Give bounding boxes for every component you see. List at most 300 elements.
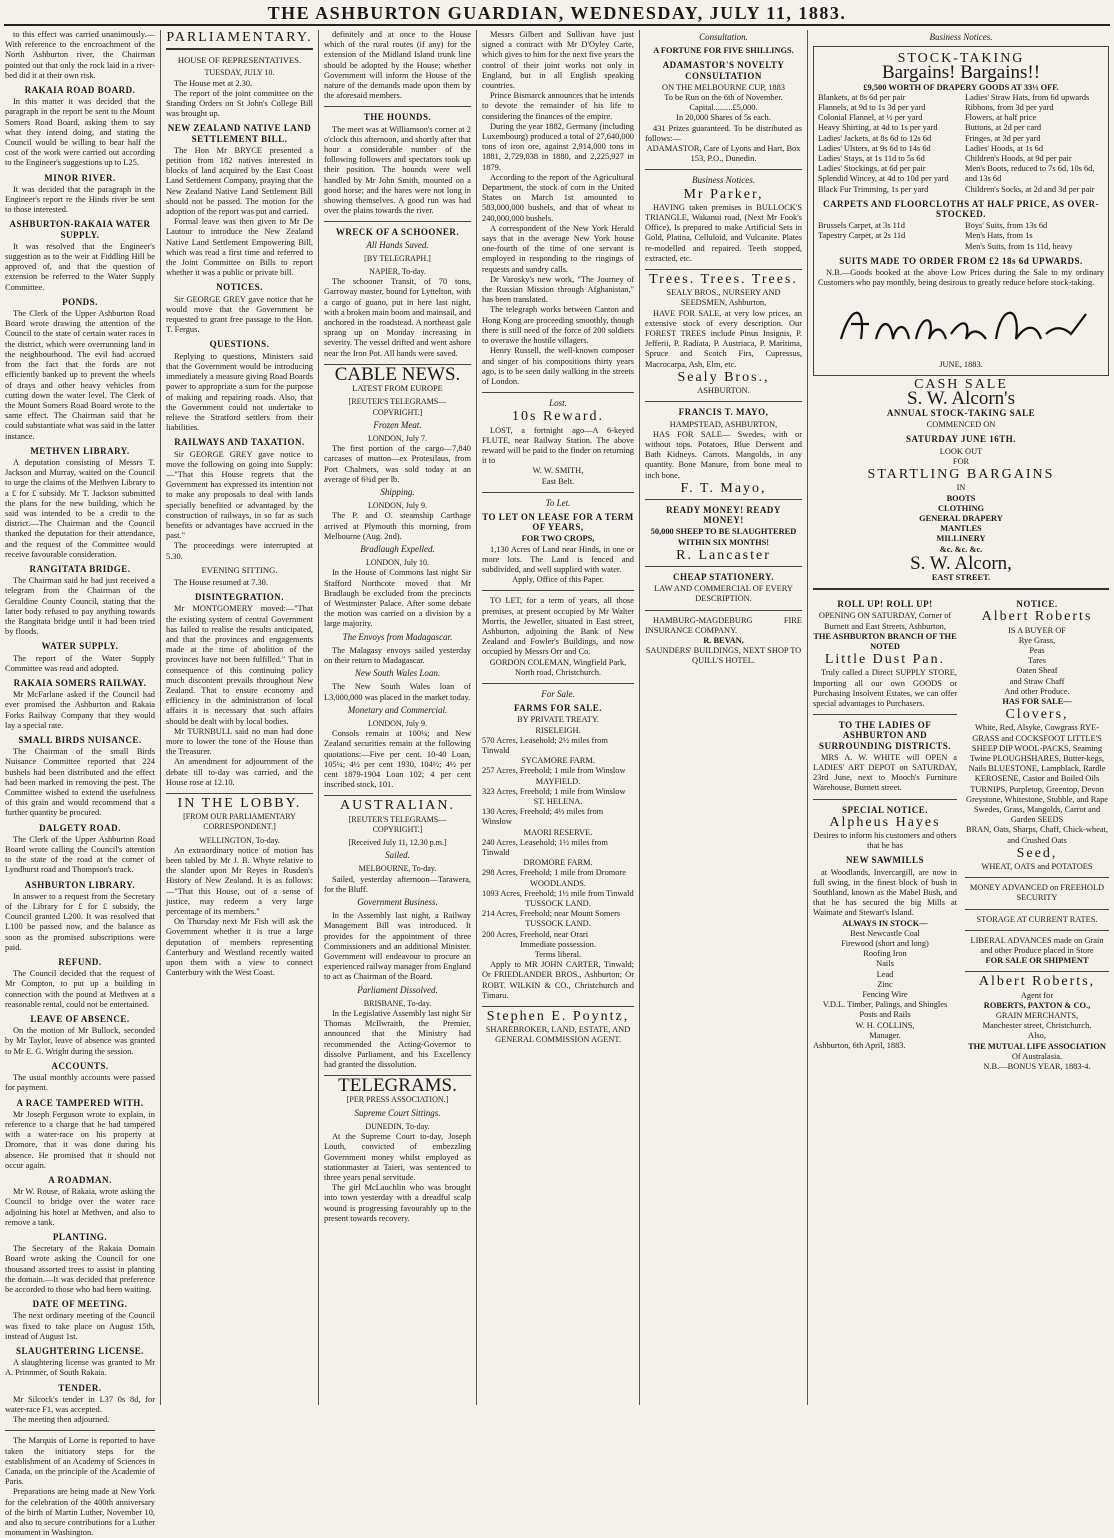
subheading: HOUSE OF REPRESENTATIVES. (177, 55, 302, 66)
ad-text: TO LET, for a term of years, all those premises, at present occupied by Mr Walter Morris, the Jeweller, situated in East street, Ashburton, adjoining the Bank of New Zealand and Fowler's Buildings, and now occupied by Messrs Orr and Co. (482, 596, 634, 657)
subheading: Parliament Dissolved. (357, 984, 438, 995)
section-heading: TENDER. (58, 1382, 102, 1393)
section-heading: REFUND. (58, 957, 102, 968)
section-heading: WRECK OF A SCHOONER. (335, 227, 460, 238)
article-text: The House resumed at 7.30. (174, 577, 268, 587)
ad-title: CHEAP STATIONERY. (672, 571, 775, 582)
price-item: Tapestry Carpet, at 2s 11d (818, 231, 906, 241)
price-item: Children's Socks, at 2d and 3d per pair (965, 184, 1095, 194)
ad-text: Of Australasia. (1011, 1051, 1063, 1061)
article-text: Preparations are being made at New York for the celebration of the 400th anniversary of the birth of Martin Luther, November 10, and also to secure contributions for a Luther monument in Washington. (5, 1487, 155, 1538)
article-text: During the year 1882, Germany (including Luxembourg) produced a total of 27,640,000 tons of iron ore, against 2,914,000 tons in 1881, 2,729,038 in 1880, and 2,225,927 in 1879. (482, 121, 634, 172)
price-item: Splendid Wincey, at 4d to 10d per yard (818, 174, 949, 184)
section-heading: PLANTING. (52, 1231, 108, 1242)
stock-item: Best Newcastle Coal (850, 928, 920, 938)
article-text: The usual monthly accounts were passed for payment. (5, 1073, 155, 1093)
ad-text: Swedes, Grass, Mangolds, Carrot and Garden SEEDS (973, 804, 1101, 825)
subheading: EVENING SITTING. (201, 564, 278, 575)
article-text: The Clerk of the Upper Ashburton Road Board wrote drawing the attention of the Council to the state of certain water races in the district, which were overrunning land in the neighbourhood. The evil had accrued from the fact that the fords are not efficiently banked up to prevent the wheels of drays and other heavy vehicles from cutting down the water level. The Clerk of the Mount Somers Road Board wrote to the same effect. The Chairman said that he could substantiate what was said in the latter instance. (5, 309, 155, 441)
article-text: According to the report of the Agricultural Department, the stock of corn in the United States on March 1st amounted to 583,000,000 bushels, and that of wheat to 240,000,000 bushels. (482, 172, 634, 223)
article-text: The P. and O. steamship Carthage arrived at Plymouth this morning, from Melbourne (Aug. 2nd). (324, 511, 471, 541)
ad-subtitle: HAS FOR SALE— (1002, 696, 1072, 706)
divider (324, 795, 471, 796)
ad-text: 1,130 Acres of Land near Hinds, in one or more lots. The Land is fenced and subdivided, and well supplied with water. (482, 544, 634, 574)
section-heading: RAKAIA SOMERS RAILWAY. (13, 677, 147, 688)
article-text: The girl McLauchlin who was brought into town yesterday with a dreadful scalp wound is progressing favourably up to the present towards recovery. (324, 1183, 471, 1223)
article-text: The House met at 2.30. (174, 78, 253, 88)
column-2 (160, 30, 318, 1405)
section-title: CABLE NEWS. (334, 363, 461, 385)
ad-subtitle: SEALY BROS., NURSERY AND SEEDSMEN, Ashburton, (666, 288, 781, 308)
article-text: Sailed, yesterday afternoon—Tarawera, for the Bluff. (324, 874, 471, 894)
ad-headline: Bargains! Bargains!! (881, 62, 1041, 84)
stock-taking-ad (813, 46, 1109, 375)
ad-title: Trees. Trees. Trees. (649, 272, 798, 288)
article-text: The Secretary of the Rakaia Domain Board wrote asking the Council for one thousand assorted trees to assist in planting the domain.—It was decided that preference be accorded to those who had been waiting. (5, 1244, 155, 1294)
ad-text: FOR (952, 456, 970, 466)
ad-text: HAS FOR SALE— Swedes, with or without tops. Potatoes, Blue Derwent and Bath Kidneys. Carrots. Mangolds, in any quantity. Bone Manure, from bone meal to inch bone. (645, 429, 802, 480)
ad-text: Agent for (1020, 990, 1054, 1000)
ad-title: 10s Reward. (512, 409, 604, 425)
price-item: Flowers, at half price (965, 113, 1037, 123)
ad-date: Ashburton, 6th April, 1883. (813, 1041, 906, 1051)
masthead-rule (4, 24, 1110, 26)
dateline: LONDON, July 9. (367, 501, 428, 511)
stock-item: Fencing Wire (862, 990, 908, 1000)
newspaper-title: THE ASHBURTON GUARDIAN, WEDNESDAY, JULY 11, 1883. (267, 3, 847, 23)
ad-subtitle: GRAIN MERCHANTS, (995, 1011, 1079, 1021)
ad-text: HAVING taken premises in BULLOCK'S TRIANGLE, Wakanui road, (Next Mr Fook's Office), Is prepared to make Artificial Sets in Gold, Platina, Celluloid, and Vulcanite. Plates re-modelled and repaired. Teeth stopped, extracted, etc. (645, 202, 802, 263)
ad-subtitle: ANNUAL STOCK-TAKING SALE (886, 408, 1036, 419)
ad-address: Manchester street, Christchurch. (982, 1021, 1092, 1031)
ad-headline: STARTLING BARGAINS (867, 467, 1055, 483)
ad-text: 431 Prizes guaranteed. To be distributed as follows:— (645, 123, 802, 143)
ad-title: A FORTUNE FOR FIVE SHILLINGS. (653, 46, 794, 56)
produce-item: Peas (1029, 645, 1045, 655)
article-text: In the Assembly last night, a Railway Management Bill was introduced. It provides for the appointment of three Commissioners and an additional Minister. Government will endeavour to procure an experienced railway manager from England to act as Chairman of the Board. (324, 911, 471, 982)
price-item: Men's Hats, from 1s (965, 231, 1033, 241)
ad-title: Stephen E. Poyntz, (486, 1009, 630, 1025)
roberts-items (965, 636, 1109, 697)
ad-title: TO THE LADIES OF ASHBURTON AND SURROUNDING DISTRICTS. (818, 720, 952, 751)
article-text: The Chairman of the small Birds Nuisance Committee reported that 224 bushels had been distributed and the effect had been marked in removing the pest. The Committee wished to extend the usefulness of this grain and would recommend that a further quantity be procured. (5, 747, 155, 818)
ad-subtitle: SHAREBROKER, LAND, ESTATE, AND GENERAL COMMISSION AGENT. (485, 1025, 631, 1045)
ad-subtitle: THE ASHBURTON BRANCH OF THE NOTED (813, 631, 957, 651)
section-heading: ASHBURTON LIBRARY. (24, 879, 136, 890)
ad-text: White, Red, Alsyke, Cowgrass RYE-GRASS and COCKSFOOT LITTLE'S SHEEP DIP WOOL-PACKS, Seaming Twine PLOUGHSHARES, Butter-kegs, Nails BLUESTONE, Lampblack, Rardle KEROSENE, Castor and Boiled Oils (968, 723, 1106, 784)
price-item: Children's Hoods, at 9d per pair (965, 154, 1072, 164)
stock-item: Firewood (short and long) (841, 939, 929, 949)
subheading: Shipping. (380, 486, 415, 497)
ad-text: LIBERAL ADVANCES made on Grain and other Produce placed in Store (970, 935, 1104, 956)
ad-category: For Sale. (541, 688, 575, 699)
produce-item: Rye Grass, (1018, 635, 1056, 645)
ad-address: SAUNDERS' BUILDINGS, NEXT SHOP TO QUILL'S HOTEL. (645, 646, 802, 666)
section-heading: DATE OF MEETING. (32, 1299, 128, 1310)
ad-headline: Little Dust Pan. (824, 652, 946, 668)
ad-contact: Apply to MR JOHN CARTER, Tinwald; Or FRIEDLANDER BROS., Ashburton; Or ROBT. WILKIN & CO., Christchurch and Timaru. (482, 960, 634, 1000)
ad-date: SATURDAY JUNE 16TH. (906, 434, 1016, 445)
farm-detail: 298 Acres, Freehold; 1 mile from Dromore (482, 868, 626, 878)
product-category: GENERAL DRAPERY (919, 513, 1003, 523)
article-text: In the House of Commons last night Sir Stafford Northcote moved that Mr Bradlaugh be excluded from the precincts of Westminster Palace. After some debate the motion was carried on a division by a large majority. (324, 568, 471, 629)
farm-detail: 1093 Acres, Freehold; 1½ mile from Tinwald (482, 888, 634, 898)
article-text: On Thursday next Mr Fish will ask the Government whether it is true a large deputation of members representing Canterbury and Westland recently waited upon them with a view to connect Canterbury with the West Coast. (166, 917, 313, 978)
ad-subtitle: CARPETS AND FLOORCLOTHS AT HALF PRICE, AS OVER-STOCKED. (823, 198, 1099, 220)
divider (645, 269, 802, 270)
article-text: The telegraph works between Canton and Hong Kong are proceeding smoothly, though there is still need of the force of 200 soldiers to overawe the hostile villagers. (482, 305, 634, 346)
product-category: &c. &c. &c. (939, 544, 983, 554)
farm-name: TUSSOCK LAND. (525, 899, 591, 909)
price-item: Brussels Carpet, at 3s 11d (818, 221, 905, 231)
dateline: WELLINGTON, To-day. (199, 835, 280, 845)
ad-text: IN (956, 483, 966, 493)
section-heading: NOTICES. (216, 282, 263, 293)
article-text: to this effect was carried unanimously.—With reference to the encroachment of the North Ashburton river, the Chairman pointed out that only the rock laid in a river-bed did it at their own risk. (5, 30, 155, 80)
divider (324, 221, 471, 222)
divider (813, 588, 1109, 590)
ad-subtitle: LAW AND COMMERCIAL OF EVERY DESCRIPTION. (654, 584, 793, 604)
divider (965, 909, 1109, 910)
ad-text: MRS A. W. WHITE will OPEN a LADIES' ART DEPOT on SATURDAY, 23rd June, next to Mooch's Furniture Warehouse, Burnett street. (813, 752, 957, 793)
article-text: It was decided that the paragraph in the Engineer's report re the Hinds river be sent to those interested. (5, 184, 155, 215)
section-title: PARLIAMENTARY. (166, 30, 313, 45)
column-3 (318, 30, 476, 1405)
divider (645, 566, 802, 567)
article-text: The first portion of the cargo—7,840 carcases of mutton—ex Protesilaus, from Port Chalmers, was sold today at an average of 6¾d per lb. (324, 444, 471, 484)
divider (482, 683, 634, 684)
ad-name: FRANCIS T. MAYO, (678, 407, 769, 418)
farm-name: WOODLANDS. (529, 878, 587, 888)
article-text: The report of the joint committee on the Standing Orders on St John's College Bill was brought up. (166, 88, 313, 119)
article-text: It was resolved that the Engineer's suggestion as to the weir at Fiddling Hill be approved of, and that the question of extension be referred to the Water Supply Committee. (5, 241, 155, 292)
suits-list (965, 221, 1104, 252)
section-title: AUSTRALIAN. (340, 798, 455, 814)
divider (813, 799, 957, 800)
subheading: Supreme Court Sittings. (354, 1107, 441, 1118)
bottom-ads (813, 595, 1109, 1072)
dateline: DUNEDIN, To-day. (365, 1121, 430, 1131)
section-heading: DALGETY ROAD. (39, 822, 121, 833)
article-text: An amendment for adjournment of the debate till to-day was carried, and the House rose at 12.10. (166, 757, 313, 787)
section-heading: METHVEN LIBRARY. (30, 445, 130, 456)
tag-line: [BY TELEGRAPH.] (364, 253, 431, 263)
column-6 (807, 30, 1114, 1405)
ad-text: Capital.........£5,000. (689, 103, 758, 113)
article-text: The Marquis of Lorne is reported to have taken the initiatory steps for the establishment of an Academy of Sciences in Canada, on the principle of the Academie of Paris. (5, 1436, 155, 1487)
article-text: The report of the Water Supply Committee was read and adopted. (5, 653, 155, 673)
ad-title: NOTICE. (1016, 599, 1058, 610)
ad-headline: Albert Roberts, (978, 974, 1096, 990)
divider (965, 930, 1109, 931)
ad-subtitle: BY PRIVATE TREATY. (517, 715, 599, 725)
divider (482, 392, 634, 393)
ad-address: East Belt. (541, 476, 575, 486)
section-heading: PONDS. (62, 296, 98, 307)
article-text: The next ordinary meeting of the Council was fixed to take place on August 15th, instead of August 1st. (5, 1311, 155, 1341)
byline: [FROM OUR PARLIAMENTARY CORRESPONDENT.] (183, 812, 296, 832)
divider (482, 492, 634, 493)
ad-text: at Woodlands, Invercargill, are now in full swing, in the finest block of bush in Southland, known as the Mabel Bush, and that he has secured the big Mills at Waimate and Stewart's Island. (813, 867, 957, 918)
ad-text: Desires to inform his customers and others that he has (813, 830, 957, 851)
divider (5, 1430, 155, 1431)
ad-text: TURNIPS, Purpletop, Greentop, Devon Greystone, Whitestone, Stubble, and Rape (966, 784, 1108, 804)
price-list-left (818, 93, 957, 195)
price-item: Colonial Flannel, at ½ per yard (818, 113, 923, 123)
tag-line: [REUTER'S TELEGRAMS—COPYRIGHT.] (348, 814, 447, 834)
article-text: The Malagasy envoys sailed yesterday on their return to Madagascar. (324, 645, 471, 665)
article-text: The proceedings were interrupted at 5.30. (166, 541, 313, 561)
ad-headline: Alpheus Hayes (829, 814, 941, 830)
article-text: A slaughtering license was granted to Mr A. Prinnmer, of South Rakaia. (5, 1358, 155, 1378)
subheading: New South Wales Loan. (354, 668, 441, 679)
price-item: Boys' Suits, from 13s 6d (965, 221, 1048, 231)
ad-subtitle: NEW SAWMILLS (845, 855, 925, 866)
divider (645, 499, 802, 500)
ad-headline: Albert Roberts (981, 609, 1093, 625)
ad-text: MONEY ADVANCED on FREEHOLD SECURITY (969, 883, 1105, 903)
tag-line: [Received July 11, 12.30 p.m.] (348, 838, 447, 848)
divider (166, 48, 313, 50)
price-item: Ladies' Straw Hats, from 6d upwards (965, 92, 1090, 102)
ad-subtitle: ROBERTS, PAXTON & CO., (983, 1000, 1091, 1010)
ad-title: ROLL UP! ROLL UP! (837, 599, 933, 610)
divider (645, 610, 802, 611)
price-item: Men's Suits, from 1s 11d, heavy (965, 241, 1073, 251)
article-text: Mr W. Rouse, of Rakaia, wrote asking the Council to bridge over the water race adjoining his hotel at Methven, and also to remove a tank. (5, 1187, 155, 1227)
section-heading: DISINTEGRATION. (194, 592, 285, 603)
article-text: The Hon Mr BRYCE presented a petition from 182 natives interested in blocks of land acquired by the East Coast Land Settlement Company, praying that the New Zealand Native Land Settlement Bill should not be passed. The motion for the adoption of the report was put and carried. (166, 145, 313, 217)
farm-detail: 240 Acres, Leasehold; 1½ miles from Tinwald (482, 837, 608, 858)
article-text: In this matter it was decided that the paragraph in the report be sent to the Mount Somers Road Board, asking them to say what they intend doing, and stating the Council would be willing to bear half the cost of the work were carried out according to the Engineer's suggestions up to L25. (5, 97, 155, 168)
subheading: The Envoys from Madagascar. (342, 631, 453, 642)
article-text: Sir GEORGE GREY gave notice to move the following on going into Supply:—"That this House regrets that the Government has expressed its intention not to make any proposals to deal with lands specially benefited or advantaged by the construction of railways, in so far as such benefits or advantages have accrued in the past." (166, 449, 313, 541)
divider (965, 971, 1109, 972)
section-heading: RAKAIA ROAD BOARD. (24, 85, 136, 96)
price-item: Men's Boots, reduced to 7s 6d, 10s 6d, and 13s 6d (965, 164, 1095, 184)
ad-signature: R. BEVAN, (703, 635, 744, 645)
article-text: The Chairman said he had just received a telegram from the Chairman of the Geraldine County Council, stating that the latter body refused to pay anything towards the Rangitata bridge until it had been tried by floods. (5, 576, 155, 637)
article-text: The Council decided that the request of Mr Compton, to put up a building in connection with the pound at Methven at a reasonable rental, could not be entertained. (5, 969, 155, 1009)
left-ads (813, 595, 957, 1072)
ad-text: BRAN, Oats, Sharps, Chaff, Chick-wheat, and Crushed Oats (966, 825, 1108, 845)
ad-subtitle: FOR SALE OR SHIPMENT (985, 956, 1089, 966)
article-text: Consols remain at 100¼; and New Zealand securities remain at the following quotations:—Five per cent. 10-40 Loan, 105¼; 4½ per cent 1930, 104½; 4½ per cent 1879-1904 Loan 102; 4 per cent inscribed stock, 101. (324, 729, 471, 790)
price-lists (818, 93, 1104, 195)
alcorn-items (813, 494, 1109, 555)
column-5 (639, 30, 807, 1405)
section-title: TELEGRAMS. (338, 1075, 457, 1097)
farm-name: MAYFIELD. (535, 776, 581, 786)
article-text: Sir GEORGE GREY gave notice that he would move that the Government be requested to grant free passage to the Hon. T. Fergus. (166, 294, 313, 335)
section-heading: A RACE TAMPERED WITH. (16, 1097, 144, 1108)
divider (482, 1006, 634, 1007)
farm-detail: 323 Acres, Freehold; 1 mile from Winslow (482, 786, 626, 796)
divider (482, 590, 634, 591)
ad-title: TO LET ON LEASE FOR A TERM OF YEARS, (482, 511, 634, 533)
article-text: definitely and at once to the House which of the rural routes (if any) for the extension of the Midland Island trunk line should be adopted by the House; whether Government will inform the House of the nature of the demands made upon them by the aforesaid members. (324, 30, 471, 101)
divider (166, 793, 313, 794)
article-text: A correspondent of the New York Herald says that in the average New York house one-fourth of the time of one servant is employed in responding to the ringings of requests and sundry calls. (482, 223, 634, 274)
farm-name: MAORI RESERVE. (523, 827, 593, 837)
product-category: BOOTS (946, 493, 976, 503)
farm-name: RISELEIGH. (535, 725, 581, 735)
dateline: LONDON, July 9. (367, 718, 428, 728)
section-heading: WATER SUPPLY. (41, 641, 119, 652)
always-items (813, 929, 957, 1021)
section-heading: ASHBURTON-RAKAIA WATER SUPPLY. (9, 219, 151, 240)
article-text: At the Supreme Court to-day, Joseph Louth, convicted of embezzling Government money whilst employed as stationmaster at Taieri, was sentenced to three years penal servitude. (324, 1132, 471, 1182)
divider (645, 169, 802, 170)
article-text: Formal leave was then given to Mr De Lautour to introduce the New Zealand Native Land Settlement Empowering Bill, which was read a first time and referred to the Joint Committee on Bills to report whether it was a public or private bill. (166, 217, 313, 278)
ad-title: Mr Parker, (683, 186, 764, 202)
article-text: The meet was at Williamson's corner at 2 o'clock this afternoon, and shortly after that hour a considerable number of the following followers and spectators took up their position. The hounds were well handled by Mr John Smith, mounted on a good horse; and the hares were not long in showing themselves. A good run was had over the plains towards the river. (324, 124, 471, 216)
price-item: Fringes, at 3d per yard (965, 133, 1041, 143)
ad-text: STORAGE AT CURRENT RATES. (976, 914, 1098, 924)
subheading: Government Business. (357, 897, 438, 908)
article-text: Mr MONTGOMERY moved:—"That the existing system of central Government has failed to realise the results anticipated, and that the provinces and engagements made at the time of abolition of the provinces have not been fulfilled." That in consequence of this continuing policy much discontent prevails throughout New Zealand. That to ensure economy and efficiency in the administration of local affairs it is necessary that such affairs should be dealt with by local bodies. (166, 604, 313, 726)
ad-subtitle: ON THE MELBOURNE CUP, 1883 (662, 82, 785, 92)
ad-subtitle: OPENING ON SATURDAY, Corner of Burnett and East Streets, Ashburton, (818, 611, 952, 631)
ad-headline: Clovers, (1005, 707, 1069, 723)
farm-name: DROMORE FARM. (523, 858, 593, 868)
article-text: Mr McFarlane asked if the Council had ever promised the Ashburton and Rakaia Forks Railway Company that they would lay a special rate. (5, 690, 155, 730)
divider (965, 877, 1109, 878)
divider (813, 714, 957, 715)
section-heading: A ROADMAN. (48, 1174, 112, 1185)
price-item: Black Fur Trimming, 1s per yard (818, 184, 929, 194)
article-text: Mr Silcock's tender in L37 0s 8d, for water-race F1, was accepted. (5, 1394, 155, 1414)
ad-title: STOCK-TAKING (897, 51, 1025, 67)
section-title: IN THE LOBBY. (177, 796, 302, 812)
article-text: Henry Russell, the well-known composer and singer of his compositions thirty years ago, is to be seen daily walking in the streets of London. (482, 346, 634, 386)
article-text: The Clerk of the Upper Ashburton Road Board wrote calling the Council's attention to the state of the road at the corner of Lyndhurst road and Thompson's track. (5, 834, 155, 875)
produce-item: and Straw Chaff (1009, 676, 1065, 686)
ad-contact: GORDON COLEMAN, Wingfield Park, North road, Christchurch. (489, 657, 627, 677)
article-text: The New South Wales loan of L3,000,000 was placed in the market today. (324, 682, 471, 702)
ad-text: HAVE FOR SALE, at very low prices, an extensive stock of every description. Our FOREST TREES include Pinus Insignis, P. Jefferii, P. Radiata, P. Austriaca, P. Maritima, Spruce and Scotch Firs, Cupressus, Macrocarpa, Ash, Elm, etc. (645, 308, 802, 369)
ad-signature: S. W. Alcorn, (910, 552, 1012, 574)
ad-headline: Seed, (1016, 845, 1058, 861)
ad-address: HAMPSTEAD, ASHBURTON, (669, 419, 778, 429)
ad-subtitle: WHEAT, OATS and POTATOES (981, 862, 1093, 871)
ad-subtitle: £9,500 WORTH OF DRAPERY GOODS AT 33⅓ OFF. (863, 82, 1059, 92)
article-text: Messrs Gilbert and Sullivan have just signed a contract with Mr D'Oyley Carte, which gives to him for the next five years the control of their joint works not only in England, but in all English speaking countries. (482, 30, 634, 91)
article-text: Dr Varosky's new work, "The Journey of the Russian Mission through Afghanistan," has been translated. (482, 274, 634, 305)
ad-signature: F. T. Mayo, (680, 480, 767, 496)
ad-text: Also, (1028, 1031, 1046, 1041)
ad-address: ASHBURTON. (697, 386, 750, 396)
ad-subtitle: ALWAYS IN STOCK— (842, 918, 928, 928)
article-text: Prince Bismarck announces that he intends to devote the remainder of his life to considering the finances of the empire. (482, 91, 634, 121)
ad-headline: S. W. Alcorn's (907, 387, 1015, 409)
article-text: The meeting then adjourned. (13, 1415, 110, 1425)
price-item: Ladies' Stays, at 1s 11d to 5s 6d (818, 154, 925, 164)
price-item: Heavy Shirting, at 4d to 1s per yard (818, 123, 938, 133)
section-heading: RANGITATA BRIDGE. (29, 563, 131, 574)
ad-date: JUNE, 1883. (939, 360, 983, 370)
stock-item: Zinc (877, 979, 893, 989)
ad-text: N.B.—Goods booked at the above Low Prices during the Sale to my ordinary Customers who pay monthly, being desirous to greatly reduce before stock-taking. (818, 268, 1104, 288)
price-item: Ladies' Stockings, at 6d per pair (818, 164, 926, 174)
ad-text: Terms liberal. (534, 950, 582, 960)
farm-detail: 130 Acres, Freehold; 4½ miles from Winslow (482, 807, 604, 827)
right-ads (965, 595, 1109, 1072)
farm-name: ST. HELENA. (533, 797, 583, 807)
stock-item: Roofing Iron (863, 949, 907, 959)
farm-detail: 214 Acres, Freehold; near Mount Somers (482, 909, 621, 919)
article-text: In answer to a request from the Secretary of the Library for £ for £ subsidy, the Council granted L200. It was resolved that L100 be passed now, and the balance as soon as the promised subscriptions were paid. (5, 891, 155, 952)
ad-subtitle: FOR TWO CROPS, (521, 534, 595, 544)
column-4 (476, 30, 639, 1405)
subheading: Sailed. (385, 850, 410, 861)
stock-item: V.D.L. Timber, Palings, and Shingles (822, 1000, 948, 1010)
article-text: On the motion of Mr Bullock, seconded by Mr Taylor, leave of absence was granted to Mr E. G. Wright during the session. (5, 1026, 155, 1056)
ad-address: EAST STREET. (931, 572, 991, 582)
produce-item: Oaten Sheaf (1016, 666, 1058, 676)
subheading: All Hands Saved. (366, 239, 429, 250)
carpet-lists (818, 221, 1104, 252)
price-item: Ladies' Ulsters, at 9s 6d to 14s 6d (818, 143, 931, 153)
section-heading: MINOR RIVER. (44, 172, 116, 183)
carpet-list (818, 221, 957, 252)
subheading: Bradlaugh Expelled. (360, 543, 435, 554)
column-1 (0, 30, 160, 1538)
produce-item: And other Produce. (1004, 686, 1070, 696)
article-text: Mr Joseph Ferguson wrote to explain, in reference to a charge that he had tampered with a water-race on his property at Dromore, that it was done during his absence. He promised that it should not occur again. (5, 1109, 155, 1170)
price-item: Flannels, at 9d to 1s 3d per yard (818, 103, 926, 113)
ad-signature: W. H. COLLINS, (855, 1020, 915, 1030)
price-list-right (965, 93, 1104, 195)
section-heading: SLAUGHTERING LICENSE. (15, 1345, 145, 1356)
dateline: MELBOURNE, To-day. (358, 864, 437, 874)
ad-text: Truly called a Direct SUPPLY STORE, Importing all our own GOODS or Purchasing Insolvent Estates, we can offer special advantages to Purchasers. (813, 668, 957, 708)
farm-detail: 200 Acres, Freehold, near Orari (482, 929, 589, 939)
section-heading: RAILWAYS AND TAXATION. (174, 437, 305, 448)
tag-line: [REUTER'S TELEGRAMS—COPYRIGHT.] (348, 397, 447, 417)
farm-detail: 570 Acres, Leasehold; 2½ miles from Tinwald (482, 735, 608, 755)
ad-category: To Let. (545, 497, 571, 508)
stock-item: Nails (876, 959, 894, 969)
date-line: TUESDAY, JULY 10. (204, 68, 275, 78)
farm-name: TUSSOCK LAND. (525, 919, 591, 929)
masthead (0, 0, 1114, 26)
stock-item: Posts and Rails (859, 1010, 911, 1020)
ad-role: Manager. (869, 1030, 901, 1040)
ad-category: Business Notices. (929, 32, 993, 42)
ad-signature: R. Lancaster (676, 547, 771, 563)
product-category: MANTLES (940, 524, 982, 534)
andrew-orr-signature (821, 294, 1101, 354)
dateline: LONDON, July 10. (365, 558, 430, 568)
article-text: Mr TURNBULL said no man had done more to lower the tone of the House than the Treasurer. (166, 726, 313, 757)
subheading: Monetary and Commercial. (347, 704, 448, 715)
subheading: Frozen Meat. (373, 419, 422, 430)
ad-signature: Sealy Bros., (677, 369, 770, 385)
section-heading: ACCOUNTS. (51, 1060, 109, 1071)
tag-line: [PER PRESS ASSOCIATION.] (346, 1095, 449, 1105)
section-heading: THE HOUNDS. (363, 112, 432, 123)
product-category: CLOTHING (937, 503, 985, 513)
ad-signature: W. W. SMITH, (532, 466, 584, 476)
ad-text: HAMBURG-MAGDEBURG FIRE INSURANCE COMPANY. (645, 615, 802, 635)
subheading: LATEST FROM EUROPE (352, 384, 443, 394)
ad-title: SPECIAL NOTICE. (841, 804, 929, 815)
farm-detail: 257 Acres, Freehold; 1 mile from Winslow (482, 766, 626, 776)
ad-title: CASH SALE (914, 376, 1008, 392)
divider (645, 401, 802, 402)
ad-text: In 20,000 Shares of 5s each. (676, 113, 771, 123)
